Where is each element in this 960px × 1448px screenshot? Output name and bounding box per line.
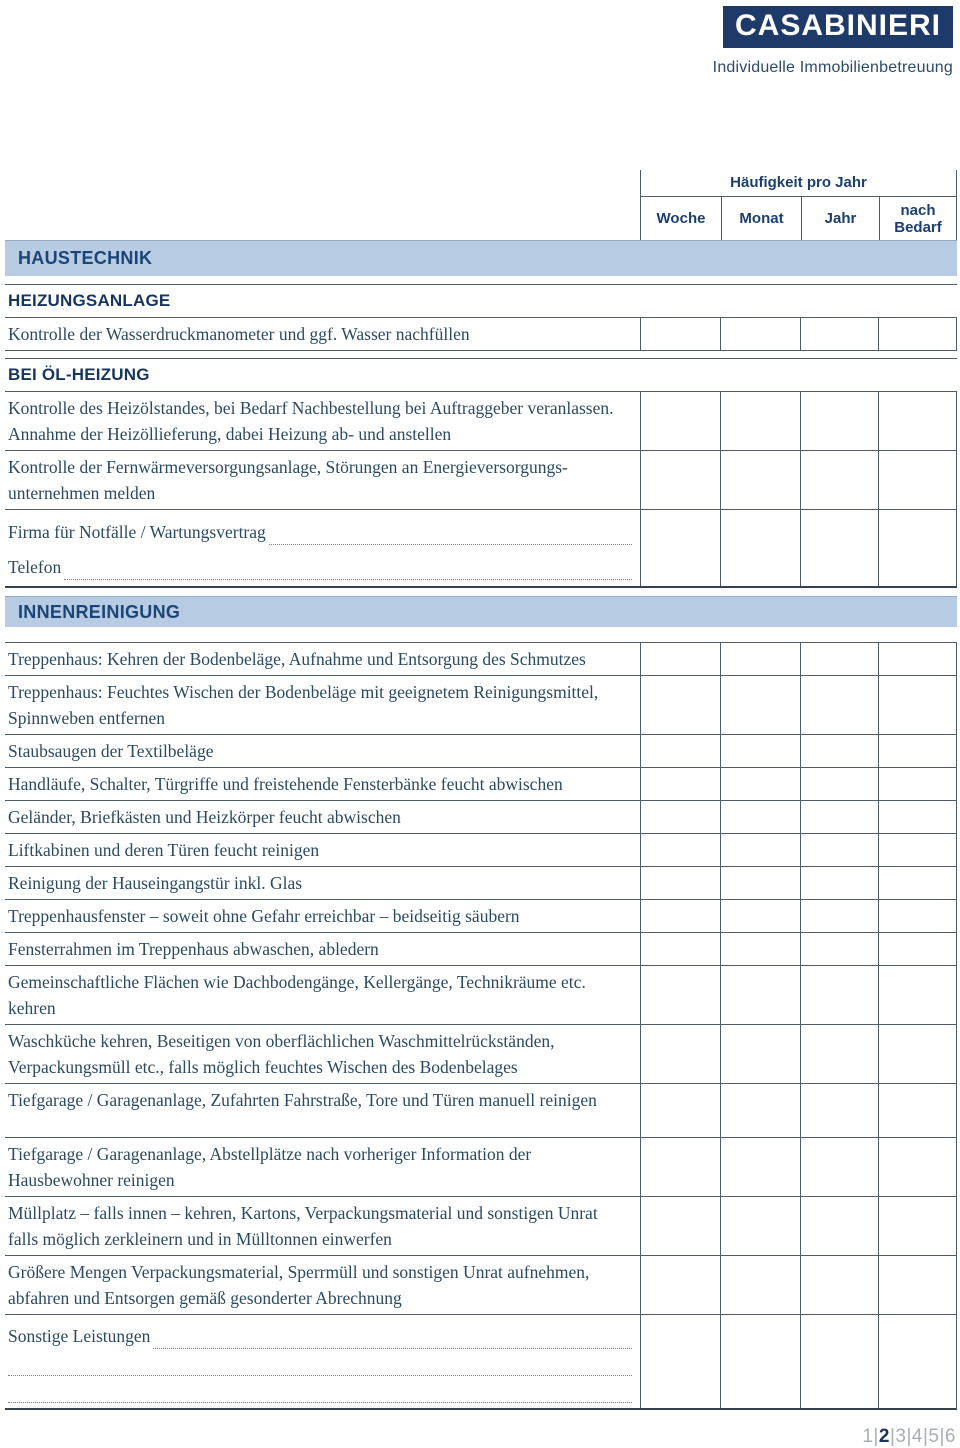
freq-cell-jahr[interactable] <box>800 1256 878 1314</box>
freq-cell-monat[interactable] <box>720 900 800 932</box>
freq-cell-nach-bedarf[interactable] <box>878 1084 956 1137</box>
task-row <box>5 643 957 676</box>
task-row <box>5 834 957 867</box>
freq-cell-jahr[interactable] <box>800 1197 878 1255</box>
freq-cell-nach-bedarf[interactable] <box>878 900 956 932</box>
freq-cell-nach-bedarf[interactable] <box>878 966 956 1024</box>
freq-cell-woche[interactable] <box>640 392 720 450</box>
freq-cell-nach-bedarf[interactable] <box>878 1138 956 1196</box>
freq-cell-woche[interactable] <box>640 1256 720 1314</box>
freq-cell-nach-bedarf[interactable] <box>878 510 956 586</box>
sonstige-label: Sonstige Leistungen <box>8 1326 151 1346</box>
freq-cell-monat[interactable] <box>720 676 800 734</box>
task-label: Müllplatz – falls innen – kehren, Kartons, Verpackungsmaterial und sonstigen Unrat falls möglich zerkleinern und in Mülltonnen einwerfen <box>8 1203 598 1249</box>
page-separator: | <box>889 1426 896 1447</box>
firma-label: Firma für Notfälle / Wartungsvertrag <box>8 522 266 542</box>
task-label: Staubsaugen der Textilbeläge <box>8 741 214 761</box>
freq-cell-nach-bedarf[interactable] <box>878 1256 956 1314</box>
freq-cell-monat[interactable] <box>720 510 800 586</box>
column-header-nach-bedarf: nach Bedarf <box>879 197 956 240</box>
freq-cell-nach-bedarf[interactable] <box>878 1315 956 1408</box>
page-number-2-current: 2 <box>878 1426 890 1447</box>
freq-cell-jahr[interactable] <box>800 867 878 899</box>
task-row <box>5 867 957 900</box>
freq-cell-nach-bedarf[interactable] <box>878 643 956 675</box>
sonstige-fill-in-line-3[interactable] <box>8 1382 632 1403</box>
freq-cell-jahr[interactable] <box>800 834 878 866</box>
freq-cell-monat[interactable] <box>720 768 800 800</box>
freq-cell-monat[interactable] <box>720 392 800 450</box>
company-logo: CASABINIERI <box>723 6 953 48</box>
freq-cell-jahr[interactable] <box>800 318 878 350</box>
frequency-title: Häufigkeit pro Jahr <box>641 170 956 197</box>
freq-cell-nach-bedarf[interactable] <box>878 768 956 800</box>
freq-cell-monat[interactable] <box>720 318 800 350</box>
freq-cell-woche[interactable] <box>640 1315 720 1408</box>
freq-cell-jahr[interactable] <box>800 900 878 932</box>
frequency-header <box>640 170 957 240</box>
freq-cell-nach-bedarf[interactable] <box>878 834 956 866</box>
freq-cell-nach-bedarf[interactable] <box>878 801 956 833</box>
page-indicator <box>5 1426 957 1448</box>
task-row <box>5 1138 957 1197</box>
freq-cell-woche[interactable] <box>640 643 720 675</box>
task-row <box>5 1197 957 1256</box>
freq-cell-woche[interactable] <box>640 1084 720 1137</box>
page-separator: | <box>939 1426 945 1447</box>
task-label: Tiefgarage / Garagenanlage, Zufahrten Fahrstraße, Tore und Türen manuell reinigen <box>8 1090 597 1110</box>
freq-cell-woche[interactable] <box>640 933 720 965</box>
freq-cell-jahr[interactable] <box>800 1025 878 1083</box>
freq-cell-woche[interactable] <box>640 900 720 932</box>
task-label: Fensterrahmen im Treppenhaus abwaschen, abledern <box>8 939 379 959</box>
freq-cell-monat[interactable] <box>720 801 800 833</box>
task-label: Tiefgarage / Garagenanlage, Abstellplätze nach vorheriger Information der Hausbewohner reinigen <box>8 1144 532 1190</box>
task-row <box>5 392 957 451</box>
freq-cell-monat[interactable] <box>720 1315 800 1408</box>
freq-cell-woche[interactable] <box>640 801 720 833</box>
subsection-heizungsanlage: HEIZUNGSANLAGE <box>5 284 957 318</box>
task-label: Kontrolle des Heizölstandes, bei Bedarf Nachbestellung bei Auftraggeber veranlassen. Annahme der Heizöllieferung, dabei Heizung ab- und anstellen <box>8 398 614 444</box>
freq-cell-woche[interactable] <box>640 1138 720 1196</box>
task-label: Kontrolle der Fernwärmeversorgungsanlage, Störungen an Energieversorgungs-unternehmen melden <box>8 457 568 503</box>
freq-cell-nach-bedarf[interactable] <box>878 933 956 965</box>
task-row <box>5 676 957 735</box>
task-label: Treppenhausfenster – soweit ohne Gefahr erreichbar – beidseitig säubern <box>8 906 520 926</box>
freq-cell-woche[interactable] <box>640 510 720 586</box>
firma-fill-in-line[interactable] <box>269 524 632 545</box>
sonstige-fill-in-row <box>5 1315 957 1410</box>
freq-cell-woche[interactable] <box>640 966 720 1024</box>
column-header-woche: Woche <box>656 210 706 227</box>
freq-cell-woche[interactable] <box>640 867 720 899</box>
brand-header <box>713 6 953 77</box>
task-row <box>5 768 957 801</box>
sonstige-fill-in-line-2[interactable] <box>8 1355 632 1376</box>
task-label: Gemeinschaftliche Flächen wie Dachbodengänge, Kellergänge, Technikräume etc. kehren <box>8 972 586 1018</box>
task-row <box>5 1025 957 1084</box>
freq-cell-monat[interactable] <box>720 867 800 899</box>
section-title: INNENREINIGUNG <box>18 601 181 622</box>
freq-cell-monat[interactable] <box>720 643 800 675</box>
page-number-1: 1 <box>862 1426 874 1447</box>
task-label: Geländer, Briefkästen und Heizkörper feucht abwischen <box>8 807 401 827</box>
freq-cell-woche[interactable] <box>640 676 720 734</box>
column-header-jahr: Jahr <box>801 197 879 240</box>
freq-cell-jahr[interactable] <box>800 1138 878 1196</box>
freq-cell-woche[interactable] <box>640 318 720 350</box>
section-band-innenreinigung <box>5 596 957 627</box>
page-number-6: 6 <box>944 1426 956 1447</box>
freq-cell-woche[interactable] <box>640 1197 720 1255</box>
task-label: Waschküche kehren, Beseitigen von oberflächlichen Waschmittelrückständen, Verpackungsmüll etc., falls möglich feuchtes Wischen des Bodenbelages <box>8 1031 555 1077</box>
brand-tagline: Individuelle Immobilienbetreuung <box>712 59 953 76</box>
freq-cell-jahr[interactable] <box>800 392 878 450</box>
telefon-label: Telefon <box>8 557 62 577</box>
page-separator: | <box>873 1426 879 1447</box>
task-row <box>5 1256 957 1315</box>
freq-cell-nach-bedarf[interactable] <box>878 1025 956 1083</box>
freq-cell-jahr[interactable] <box>800 735 878 767</box>
freq-cell-monat[interactable] <box>720 966 800 1024</box>
freq-cell-woche[interactable] <box>640 768 720 800</box>
freq-cell-nach-bedarf[interactable] <box>878 867 956 899</box>
task-label: Größere Mengen Verpackungsmaterial, Sperrmüll und sonstigen Unrat aufnehmen, abfahren und Entsorgen gemäß gesonderter Abrechnung <box>8 1262 590 1308</box>
freq-cell-monat[interactable] <box>720 933 800 965</box>
freq-cell-nach-bedarf[interactable] <box>878 676 956 734</box>
freq-cell-nach-bedarf[interactable] <box>878 318 956 350</box>
task-row <box>5 1084 957 1138</box>
page-separator: | <box>906 1426 912 1447</box>
task-row <box>5 801 957 834</box>
freq-cell-woche[interactable] <box>640 451 720 509</box>
task-row <box>5 451 957 510</box>
freq-cell-jahr[interactable] <box>800 1315 878 1408</box>
task-label: Kontrolle der Wasserdruckmanometer und ggf. Wasser nachfüllen <box>8 324 470 344</box>
freq-cell-jahr[interactable] <box>800 676 878 734</box>
freq-cell-nach-bedarf[interactable] <box>878 1197 956 1255</box>
task-row <box>5 933 957 966</box>
page-separator: | <box>922 1426 929 1447</box>
task-row <box>5 318 957 351</box>
task-row <box>5 735 957 768</box>
task-label: Treppenhaus: Kehren der Bodenbeläge, Aufnahme und Entsorgung des Schmutzes <box>8 649 586 669</box>
freq-cell-monat[interactable] <box>720 1025 800 1083</box>
contact-fill-in-row <box>5 510 957 588</box>
task-label: Handläufe, Schalter, Türgriffe und freistehende Fensterbänke feucht abwischen <box>8 774 563 794</box>
column-header-monat: Monat <box>721 197 801 240</box>
freq-cell-monat[interactable] <box>720 1138 800 1196</box>
freq-cell-jahr[interactable] <box>800 643 878 675</box>
freq-cell-monat[interactable] <box>720 1084 800 1137</box>
freq-cell-nach-bedarf[interactable] <box>878 392 956 450</box>
section-band-haustechnik <box>5 240 957 276</box>
page-number-4: 4 <box>911 1426 923 1447</box>
freq-cell-nach-bedarf[interactable] <box>878 735 956 767</box>
freq-cell-monat[interactable] <box>720 1256 800 1314</box>
task-label: Reinigung der Hauseingangstür inkl. Glas <box>8 873 303 893</box>
task-row <box>5 966 957 1025</box>
freq-cell-monat[interactable] <box>720 1197 800 1255</box>
freq-cell-monat[interactable] <box>720 451 800 509</box>
freq-cell-monat[interactable] <box>720 834 800 866</box>
freq-cell-monat[interactable] <box>720 735 800 767</box>
freq-cell-jahr[interactable] <box>800 768 878 800</box>
page-number-3: 3 <box>895 1426 907 1447</box>
freq-cell-jahr[interactable] <box>800 801 878 833</box>
sonstige-fill-in-line[interactable] <box>153 1328 632 1349</box>
subsection-oel-heizung: BEI ÖL-HEIZUNG <box>5 358 957 392</box>
page-number-5: 5 <box>928 1426 940 1447</box>
freq-cell-woche[interactable] <box>640 834 720 866</box>
section-title: HAUSTECHNIK <box>18 248 153 268</box>
freq-cell-nach-bedarf[interactable] <box>878 451 956 509</box>
task-label: Liftkabinen und deren Türen feucht reinigen <box>8 840 320 860</box>
freq-cell-jahr[interactable] <box>800 966 878 1024</box>
task-label: Treppenhaus: Feuchtes Wischen der Bodenbeläge mit geeignetem Reinigungsmittel, Spinnweben entfernen <box>8 682 599 728</box>
freq-cell-woche[interactable] <box>640 1025 720 1083</box>
freq-cell-jahr[interactable] <box>800 1084 878 1137</box>
freq-cell-jahr[interactable] <box>800 451 878 509</box>
task-row <box>5 900 957 933</box>
freq-cell-woche[interactable] <box>640 735 720 767</box>
telefon-fill-in-line[interactable] <box>64 559 632 580</box>
freq-cell-jahr[interactable] <box>800 510 878 586</box>
freq-cell-jahr[interactable] <box>800 933 878 965</box>
